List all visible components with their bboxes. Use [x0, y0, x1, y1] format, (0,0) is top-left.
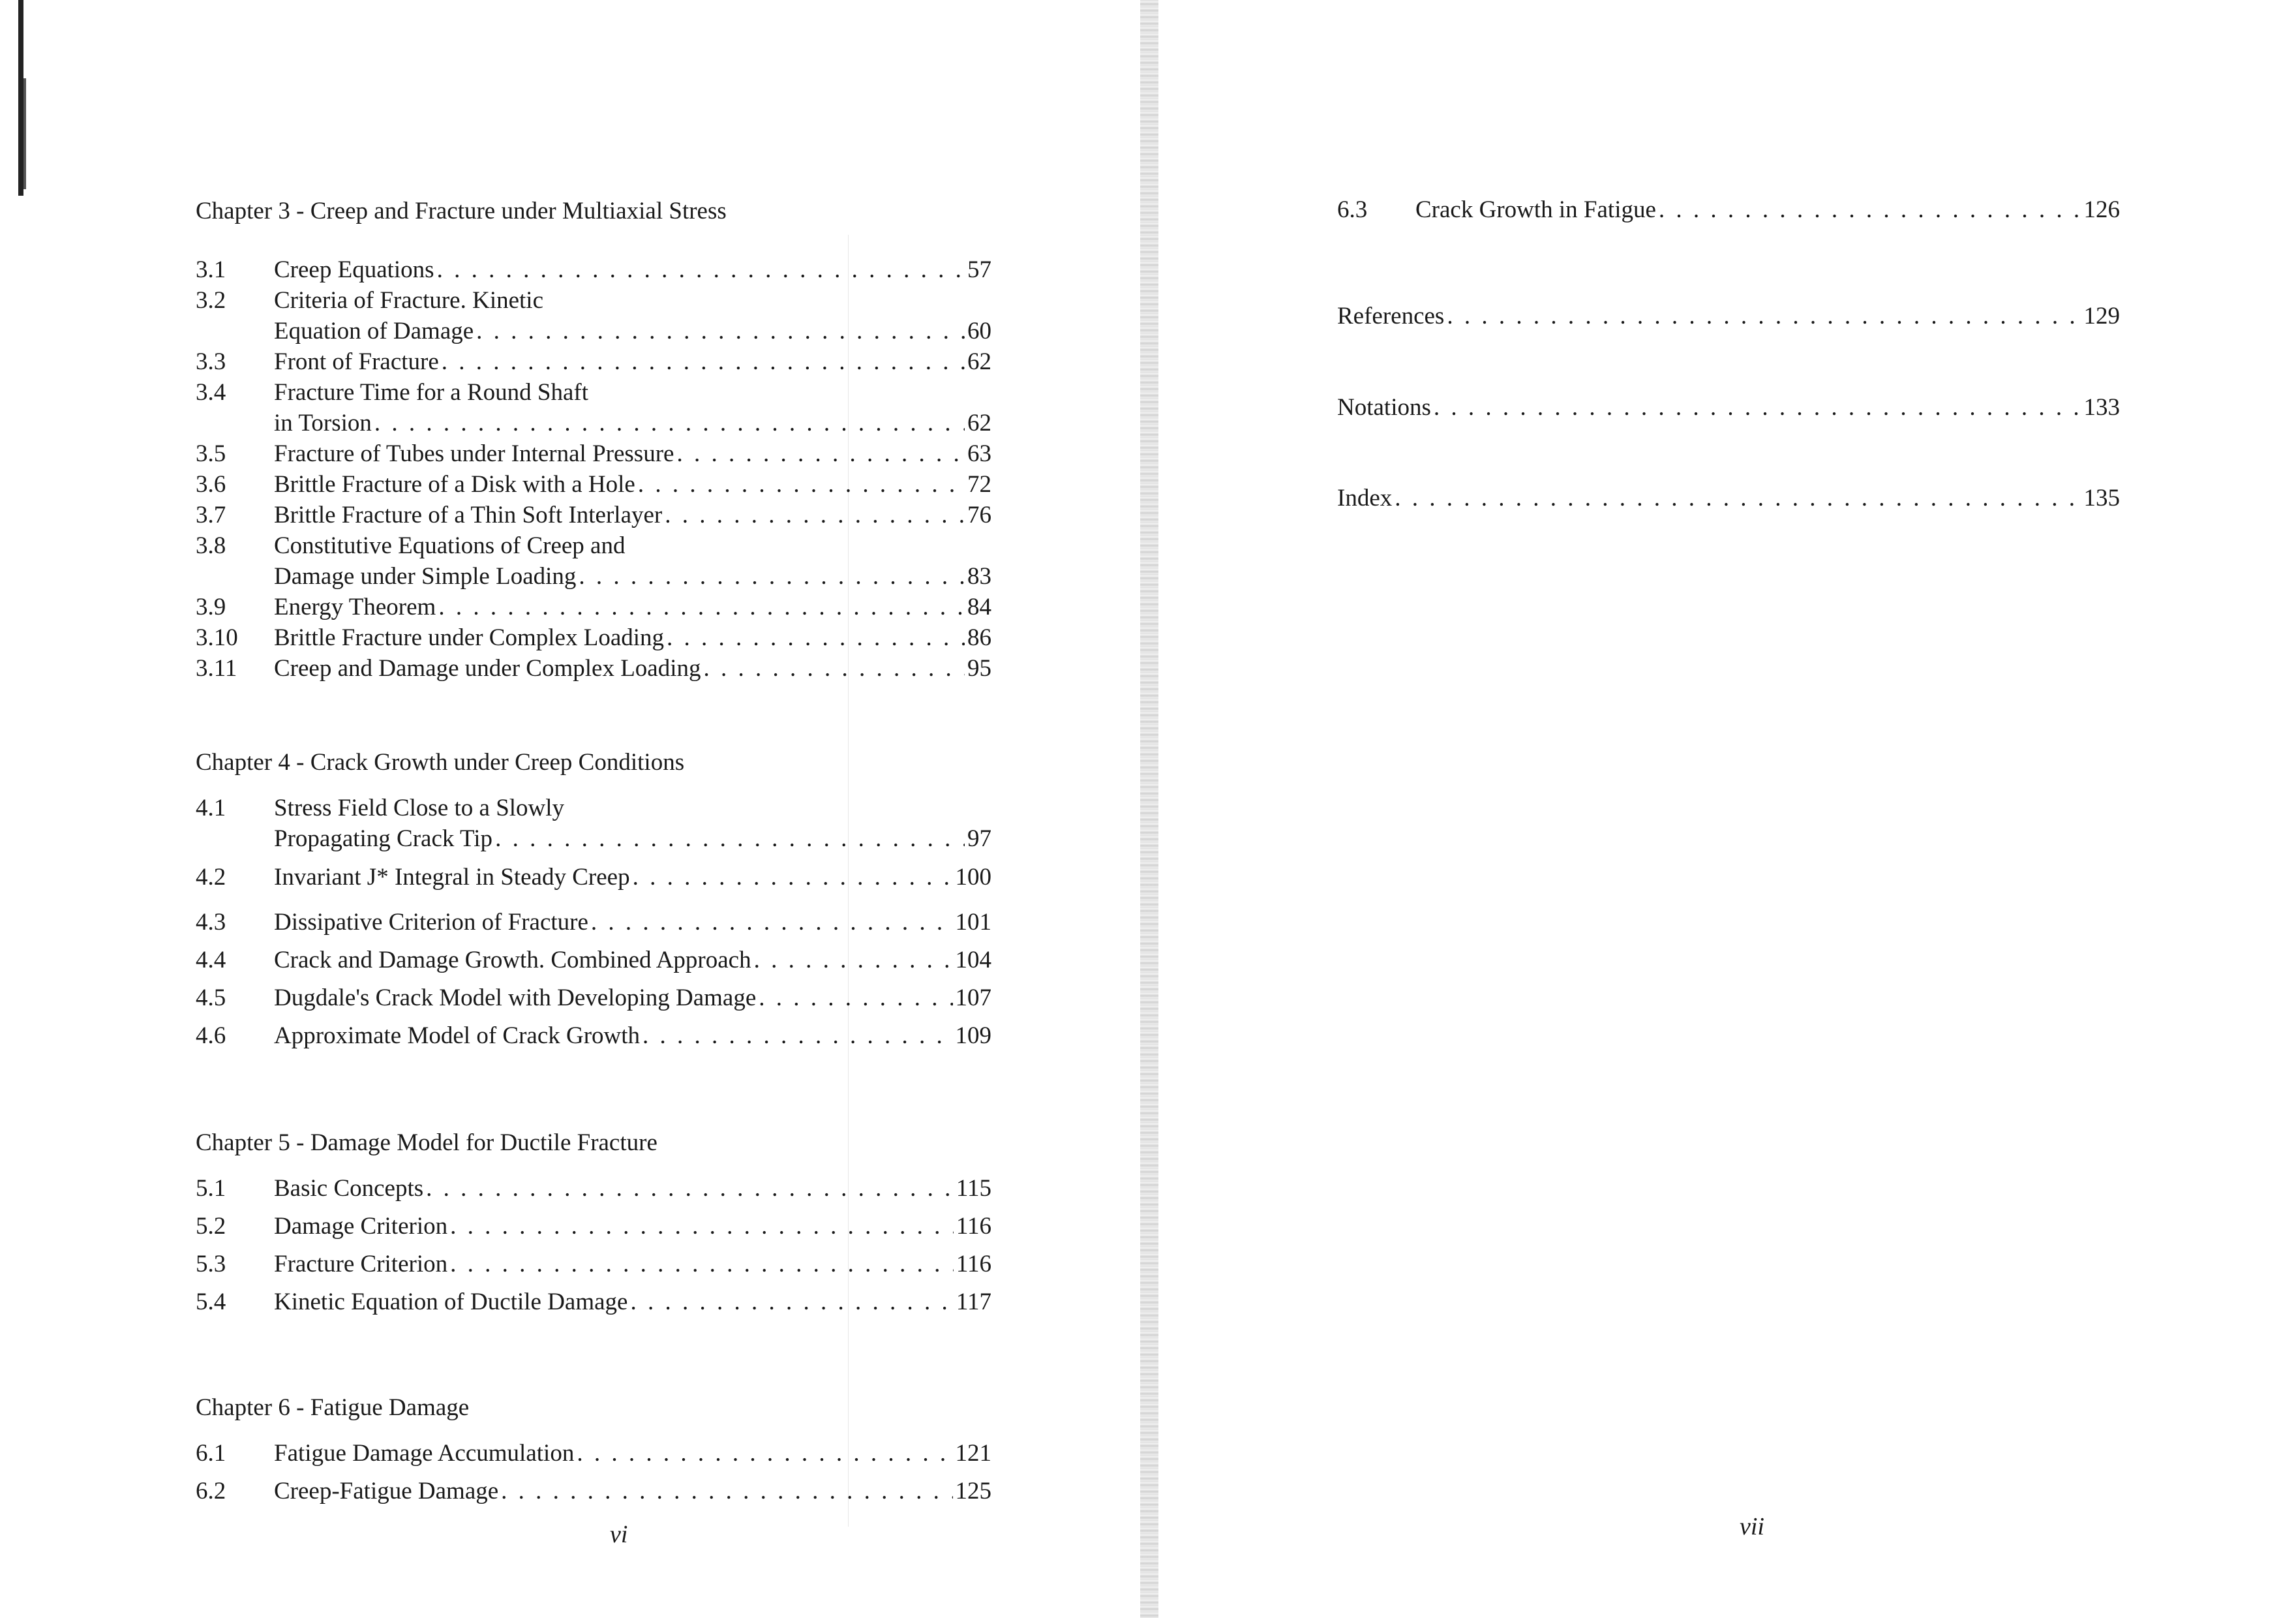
- toc-entry-4-5: [196, 983, 991, 1013]
- toc-entry-3-10: [196, 622, 991, 653]
- toc-entry-3-6: [196, 469, 991, 500]
- section-title: Energy Theorem: [274, 594, 436, 620]
- section-title: Basic Concepts: [274, 1175, 424, 1202]
- page-number: 86: [967, 624, 991, 651]
- section-title: Dugdale's Crack Model with Developing Damage: [274, 985, 757, 1011]
- section-number: 6.3: [1337, 196, 1368, 223]
- dot-leader: [438, 592, 965, 622]
- section-number: 3.4: [196, 379, 226, 406]
- dot-leader: [642, 1020, 952, 1051]
- section-number: 3.7: [196, 502, 226, 528]
- section-title: Damage Criterion: [274, 1213, 448, 1240]
- toc-entry-4-3: [196, 907, 991, 938]
- section-title: Creep Equations: [274, 256, 434, 283]
- section-title-line: in Torsion: [274, 410, 372, 436]
- dot-leader: [665, 500, 965, 530]
- page-number: 129: [2083, 303, 2120, 329]
- dot-leader: [1447, 301, 2081, 331]
- dot-leader: [591, 907, 953, 938]
- section-number: 4.2: [196, 864, 226, 891]
- section-title-line: Stress Field Close to a Slowly: [274, 795, 565, 821]
- page-number: 72: [967, 471, 991, 498]
- toc-entry-3-8: [196, 530, 991, 592]
- section-number: 3.8: [196, 532, 226, 559]
- dot-leader: [1659, 194, 2081, 225]
- section-number: 3.10: [196, 624, 238, 651]
- toc-entry-3-11: [196, 653, 991, 684]
- toc-entry-3-3: [196, 346, 991, 377]
- dot-leader: [577, 1438, 952, 1469]
- dot-leader: [579, 561, 965, 592]
- section-title: Invariant J* Integral in Steady Creep: [274, 864, 630, 891]
- page-folio-right: vii: [1740, 1513, 1764, 1540]
- page-number: 57: [967, 256, 991, 283]
- section-number: 4.6: [196, 1022, 226, 1049]
- chapter-title: Chapter 4 - Crack Growth under Creep Conditions: [196, 749, 685, 776]
- section-title: Notations: [1337, 394, 1431, 421]
- toc-entry-3-7: [196, 500, 991, 530]
- section-number: 5.4: [196, 1289, 226, 1315]
- chapter-3-section: [196, 196, 991, 684]
- toc-entry-notations: [1337, 392, 2120, 423]
- page-number: 84: [967, 594, 991, 620]
- section-number: 3.9: [196, 594, 226, 620]
- chapter-title: Chapter 6 - Fatigue Damage: [196, 1394, 470, 1421]
- chapter-5-section: [196, 1127, 991, 1317]
- page-number: 97: [967, 825, 991, 852]
- toc-entry-4-4: [196, 945, 991, 975]
- dot-leader: [495, 823, 965, 854]
- page-number: 104: [955, 947, 991, 973]
- page-number: 109: [955, 1022, 991, 1049]
- section-number: 3.3: [196, 348, 226, 375]
- section-title-line: Criteria of Fracture. Kinetic: [274, 287, 543, 314]
- page-number: 116: [956, 1251, 991, 1277]
- section-title: Fracture Criterion: [274, 1251, 448, 1277]
- dot-leader: [442, 346, 965, 377]
- section-number: 3.2: [196, 287, 226, 314]
- toc-entry-4-6: [196, 1020, 991, 1051]
- section-number: 4.1: [196, 795, 226, 821]
- toc-entry-3-5: [196, 438, 991, 469]
- dot-leader: [374, 408, 965, 438]
- toc-entry-5-3: [196, 1249, 991, 1279]
- toc-entry-3-9: [196, 592, 991, 622]
- section-title-line: Damage under Simple Loading: [274, 563, 577, 590]
- toc-entry-references: [1337, 301, 2120, 331]
- toc-entry-6-3: [1337, 194, 2120, 225]
- dot-leader: [754, 945, 953, 975]
- section-number: 5.3: [196, 1251, 226, 1277]
- toc-entry-5-2: [196, 1211, 991, 1242]
- chapter-6-section: [196, 1392, 991, 1506]
- section-number: 3.6: [196, 471, 226, 498]
- dot-leader: [501, 1476, 952, 1506]
- section-title: Front of Fracture: [274, 348, 439, 375]
- section-title: Creep-Fatigue Damage: [274, 1478, 499, 1504]
- dot-leader: [759, 983, 952, 1013]
- page-number: 62: [967, 348, 991, 375]
- toc-entry-4-1: [196, 793, 991, 854]
- dot-leader: [704, 653, 965, 684]
- section-number: 6.1: [196, 1440, 226, 1467]
- toc-entry-6-2: [196, 1476, 991, 1506]
- dot-leader: [476, 316, 965, 346]
- page-number: 126: [2083, 196, 2120, 223]
- section-title: Kinetic Equation of Ductile Damage: [274, 1289, 628, 1315]
- chapter-title: Chapter 3 - Creep and Fracture under Multiaxial Stress: [196, 198, 727, 224]
- page-number: 100: [955, 864, 991, 891]
- section-title: Crack and Damage Growth. Combined Approach: [274, 947, 751, 973]
- toc-entry-3-2: [196, 285, 991, 346]
- dot-leader: [426, 1173, 954, 1204]
- section-title-line: Fracture Time for a Round Shaft: [274, 379, 588, 406]
- page-number: 107: [955, 985, 991, 1011]
- section-number: 5.1: [196, 1175, 226, 1202]
- toc-entry-index: [1337, 483, 2120, 513]
- section-title: Crack Growth in Fatigue: [1415, 196, 1656, 223]
- section-title: Fracture of Tubes under Internal Pressure: [274, 440, 674, 467]
- page-number: 116: [956, 1213, 991, 1240]
- section-number: 4.4: [196, 947, 226, 973]
- section-number: 3.1: [196, 256, 226, 283]
- section-title: References: [1337, 303, 1445, 329]
- dot-leader: [1395, 483, 2081, 513]
- dot-leader: [667, 622, 965, 653]
- page-number: 115: [956, 1175, 991, 1202]
- page-number: 133: [2083, 394, 2120, 421]
- toc-entry-3-1: [196, 254, 991, 285]
- section-title-line: Propagating Crack Tip: [274, 825, 493, 852]
- page-number: 95: [967, 655, 991, 682]
- section-number: 6.2: [196, 1478, 226, 1504]
- section-number: 4.5: [196, 985, 226, 1011]
- page-number: 121: [955, 1440, 991, 1467]
- section-title: Brittle Fracture of a Thin Soft Interlayer: [274, 502, 663, 528]
- page-number: 135: [2083, 485, 2120, 511]
- section-number: 3.5: [196, 440, 226, 467]
- section-number: 3.11: [196, 655, 237, 682]
- section-title: Brittle Fracture under Complex Loading: [274, 624, 665, 651]
- page-number: 63: [967, 440, 991, 467]
- chapter-title: Chapter 5 - Damage Model for Ductile Fracture: [196, 1129, 657, 1156]
- toc-entry-5-4: [196, 1287, 991, 1317]
- page-number: 101: [955, 909, 991, 936]
- page-number: 83: [967, 563, 991, 590]
- section-title: Dissipative Criterion of Fracture: [274, 909, 588, 936]
- section-title: Index: [1337, 485, 1393, 511]
- page-number: 117: [956, 1289, 991, 1315]
- section-number: 4.3: [196, 909, 226, 936]
- dot-leader: [630, 1287, 953, 1317]
- toc-entry-6-1: [196, 1438, 991, 1469]
- dot-leader: [638, 469, 965, 500]
- binding-edge: [18, 0, 23, 196]
- page-number: 60: [967, 318, 991, 344]
- dot-leader: [676, 438, 965, 469]
- page-number: 62: [967, 410, 991, 436]
- section-title: Creep and Damage under Complex Loading: [274, 655, 701, 682]
- dot-leader: [633, 862, 953, 893]
- section-title: Approximate Model of Crack Growth: [274, 1022, 641, 1049]
- toc-entry-3-4: [196, 377, 991, 438]
- dot-leader: [437, 254, 965, 285]
- binding-edge-inner: [23, 78, 26, 189]
- chapter-4-section: [196, 747, 991, 1051]
- toc-entry-4-2: [196, 862, 991, 893]
- right-page: [1148, 0, 2296, 1618]
- section-title-line: Constitutive Equations of Creep and: [274, 532, 626, 559]
- page-number: 76: [967, 502, 991, 528]
- page-folio-left: vi: [610, 1521, 628, 1548]
- section-title-line: Equation of Damage: [274, 318, 474, 344]
- page-number: 125: [955, 1478, 991, 1504]
- dot-leader: [450, 1249, 954, 1279]
- section-number: 5.2: [196, 1213, 226, 1240]
- dot-leader: [1434, 392, 2081, 423]
- section-title: Brittle Fracture of a Disk with a Hole: [274, 471, 635, 498]
- section-title: Fatigue Damage Accumulation: [274, 1440, 575, 1467]
- toc-entry-5-1: [196, 1173, 991, 1204]
- dot-leader: [450, 1211, 954, 1242]
- toc-continued: [1337, 194, 2120, 513]
